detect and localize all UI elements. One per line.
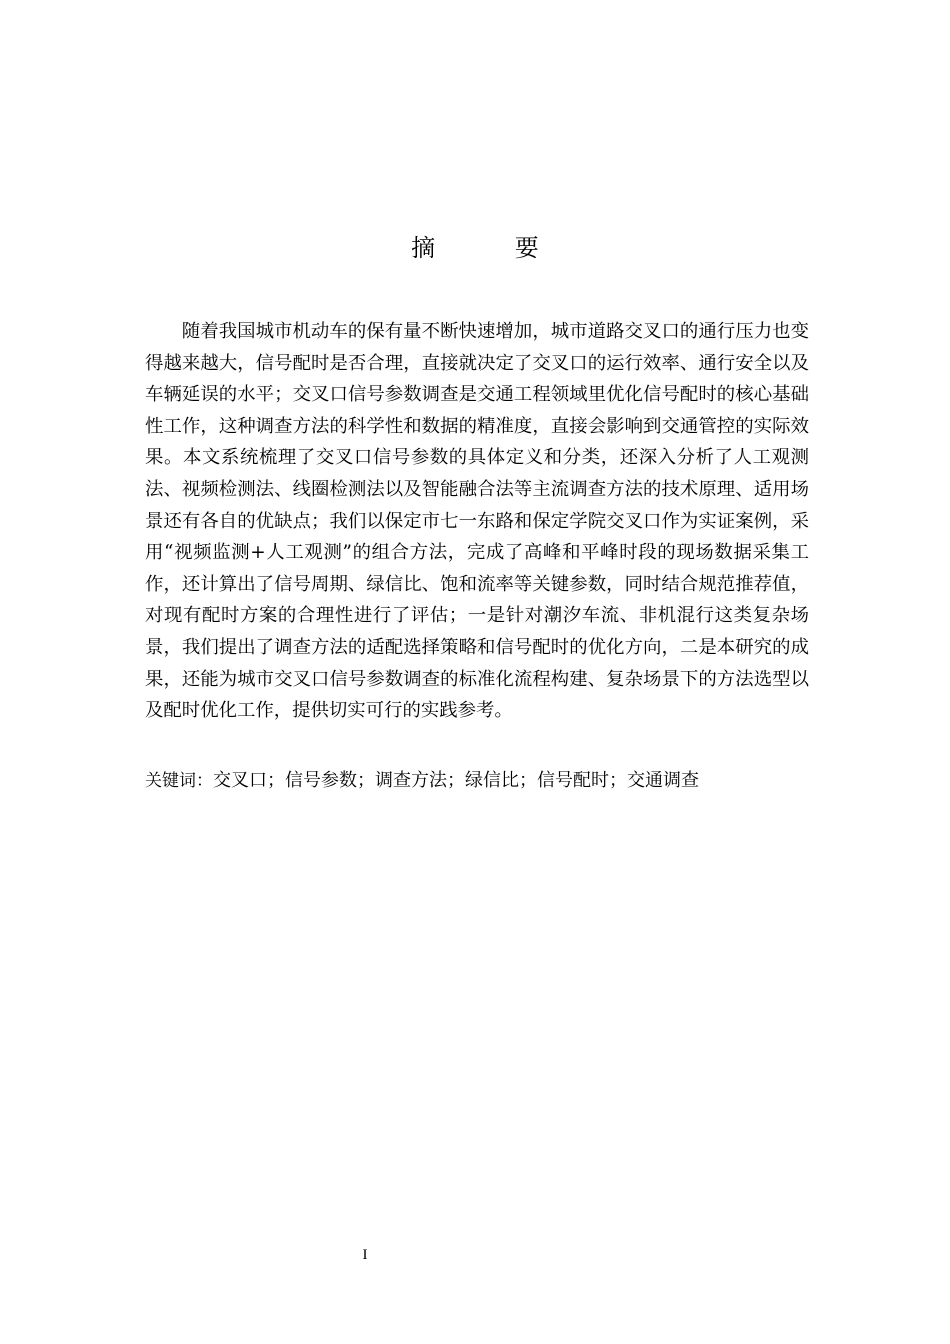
page-number: I (362, 1247, 368, 1263)
keywords-list: 交叉口；信号参数；调查方法；绿信比；信号配时；交通调查 (213, 770, 699, 791)
abstract-body: 随着我国城市机动车的保有量不断快速增加，城市道路交叉口的通行压力也变得越来越大，信号配时是否合理，直接就决定了交叉口的运行效率、通行安全以及车辆延误的水平；交叉口信号参数调查是交通工程领域里优化信号配时的核心基础性工作，这种调查方法的科学性和数据的精准度，直接会影响到交通管控的实际效果。本文系统梳理了交叉口信号参数的具体定义和分类，还深入分析了人工观测法、视频检测法、线圈检测法以及智能融合法等主流调查方法的技术原理、适用场景还有各自的优缺点；我们以保定市七一东路和保定学院交叉口作为实证案例，采用“视频监测+人工观测”的组合方法，完成了高峰和平峰时段的现场数据采集工作，还计算出了信号周期、绿信比、饱和流率等关键参数，同时结合规范推荐值，对现有配时方案的合理性进行了评估；一是针对潮汐车流、非机混行这类复杂场景，我们提出了调查方法的适配选择策略和信号配时的优化方向，二是本研究的成果，还能为城市交叉口信号参数调查的标准化流程构建、复杂场景下的方法选型以及配时优化工作，提供切实可行的实践参考。 (145, 321, 809, 722)
abstract-title: 摘 要 (411, 234, 575, 262)
keywords-label: 关键词： (145, 771, 213, 791)
keywords-line (145, 765, 809, 797)
